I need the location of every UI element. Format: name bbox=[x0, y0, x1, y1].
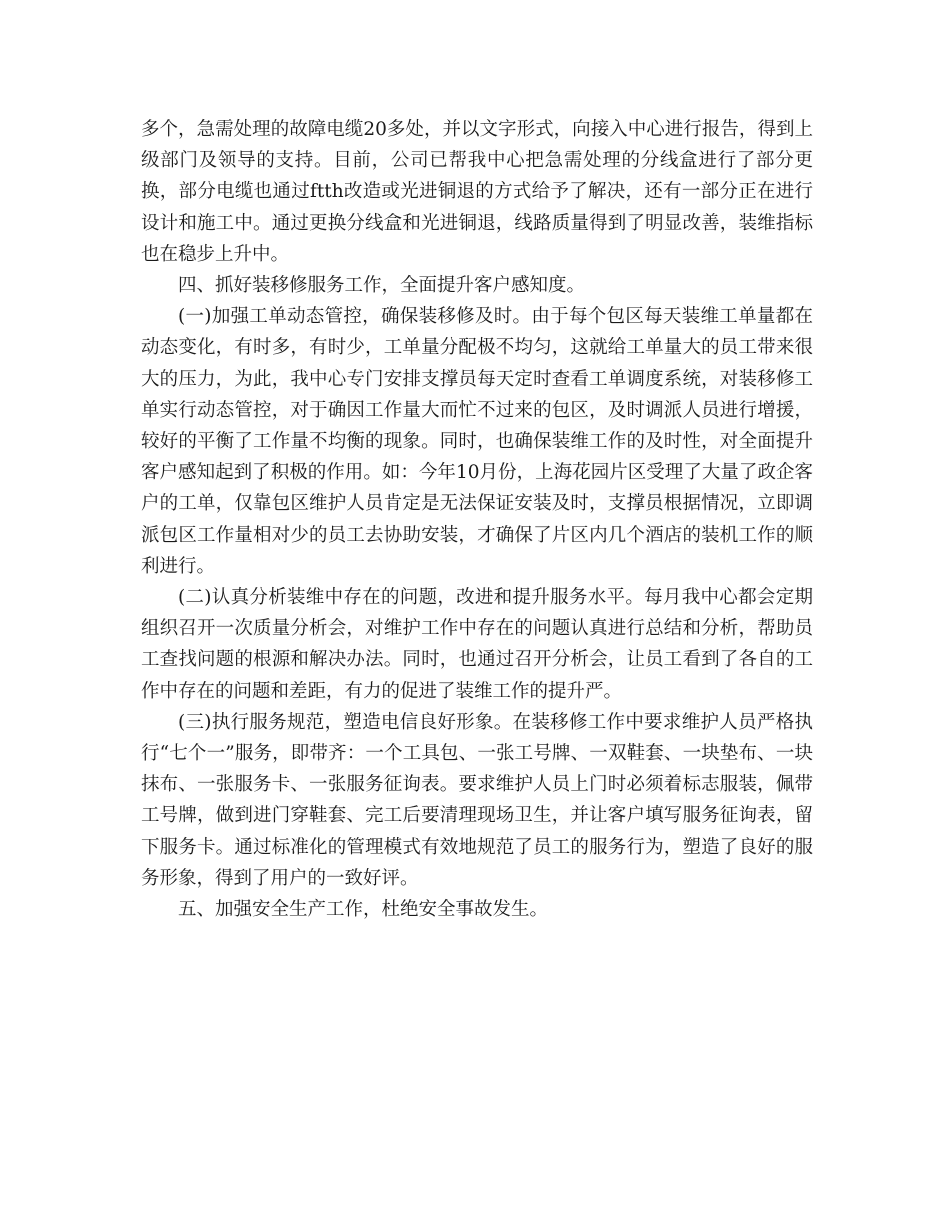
paragraph-continuation: 多个，急需处理的故障电缆20多处，并以文字形式，向接入中心进行报告，得到上级部门及领导的支持。目前，公司已帮我中心把急需处理的分线盒进行了部分更换，部分电缆也通过ftth改造或光进铜退的方式给予了解决，还有一部分正在进行设计和施工中。通过更换分线盒和光进铜退，线路质量得到了明显改善，装维指标也在稳步上升中。 bbox=[141, 119, 813, 265]
section-heading-five: 五、加强安全生产工作，杜绝安全事故发生。 bbox=[178, 899, 549, 921]
paragraph-subsection-three: (三)执行服务规范，塑造电信良好形象。在装移修工作中要求维护人员严格执行“七个一”服务，即带齐：一个工具包、一张工号牌、一双鞋套、一块垫布、一块抹布、一张服务卡、一张服务征询表。要求维护人员上门时必须着标志服装，佩带工号牌，做到进门穿鞋套、完工后要清理现场卫生，并让客户填写服务征询表，留下服务卡。通过标准化的管理模式有效地规范了员工的服务行为，塑造了良好的服务形象，得到了用户的一致好评。 bbox=[141, 711, 813, 889]
paragraph-subsection-one: (一)加强工单动态管控，确保装移修及时。由于每个包区每天装维工单量都在动态变化，有时多，有时少，工单量分配极不均匀，这就给工单量大的员工带来很大的压力，为此，我中心专门安排支撑员每天定时查看工单调度系统，对装移修工单实行动态管控，对于确因工作量大而忙不过来的包区，及时调派人员进行增援，较好的平衡了工作量不均衡的现象。同时，也确保装维工作的及时性，对全面提升客户感知起到了积极的作用。如：今年10月份，上海花园片区受理了大量了政企客户的工单，仅靠包区维护人员肯定是无法保证安装及时，支撑员根据情况，立即调派包区工作量相对少的员工去协助安装，才确保了片区内几个酒店的装机工作的顺利进行。 bbox=[141, 306, 813, 577]
section-heading-four: 四、抓好装移修服务工作，全面提升客户感知度。 bbox=[178, 275, 586, 297]
paragraph-subsection-two: (二)认真分析装维中存在的问题，改进和提升服务水平。每月我中心都会定期组织召开一次质量分析会，对维护工作中存在的问题认真进行总结和分析，帮助员工查找问题的根源和解决办法。同时，也通过召开分析会，让员工看到了各自的工作中存在的问题和差距，有力的促进了装维工作的提升严。 bbox=[141, 587, 813, 702]
document-body bbox=[141, 114, 813, 925]
